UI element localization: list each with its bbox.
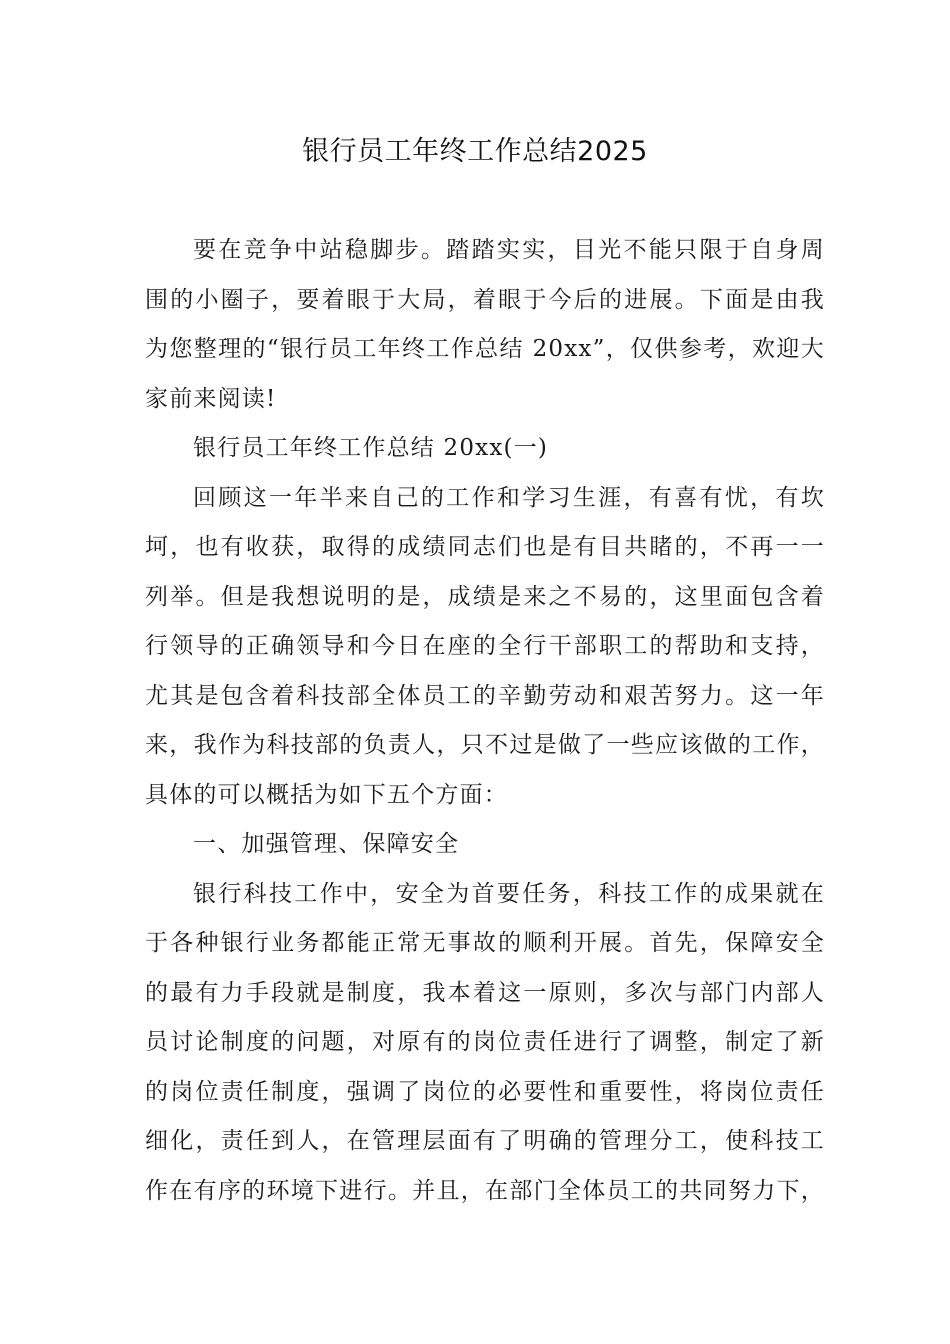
paragraph-line: 尤其是包含着科技部全体员工的辛勤劳动和艰苦努力。这一年 <box>145 682 825 709</box>
paragraph-line: 坷，也有收获，取得的成绩同志们也是有目共睹的，不再一一 <box>145 534 825 560</box>
paragraph-line: 回顾这一年半来自己的工作和学习生涯，有喜有忧，有坎 <box>193 484 825 511</box>
paragraph-line: 列举。但是我想说明的是，成绩是来之不易的，这里面包含着 <box>145 583 825 610</box>
paragraph-line: 行领导的正确领导和今日在座的全行干部职工的帮助和支持， <box>145 633 825 659</box>
paragraph-line: 家前来阅读! <box>145 385 277 412</box>
paragraph-line: 细化，责任到人，在管理层面有了明确的管理分工，使科技工 <box>145 1128 825 1154</box>
paragraph-line: 来，我作为科技部的负责人，只不过是做了一些应该做的工作， <box>145 732 825 758</box>
paragraph-line: 具体的可以概括为如下五个方面： <box>145 781 508 808</box>
paragraph-line: 围的小圈子，要着眼于大局，着眼于今后的进展。下面是由我 <box>145 286 825 313</box>
section-heading: 一、加强管理、保障安全 <box>193 831 460 857</box>
section-heading: 银行员工年终工作总结 20xx(一) <box>193 435 549 461</box>
paragraph-line: 的最有力手段就是制度，我本着这一原则，多次与部门内部人 <box>145 979 825 1006</box>
paragraph-line: 于各种银行业务都能正常无事故的顺利开展。首先，保障安全 <box>145 930 825 956</box>
document-title: 银行员工年终工作总结2025 <box>302 136 648 167</box>
paragraph-line: 为您整理的“银行员工年终工作总结 20xx”，仅供参考，欢迎大 <box>145 336 825 362</box>
paragraph-line: 员讨论制度的问题，对原有的岗位责任进行了调整，制定了新 <box>145 1029 825 1055</box>
paragraph-line: 的岗位责任制度，强调了岗位的必要性和重要性，将岗位责任 <box>145 1078 825 1105</box>
paragraph-line: 作在有序的环境下进行。并且，在部门全体员工的共同努力下， <box>145 1177 825 1204</box>
paragraph-line: 要在竞争中站稳脚步。踏踏实实，目光不能只限于自身周 <box>193 237 825 263</box>
paragraph-line: 银行科技工作中，安全为首要任务，科技工作的成果就在 <box>193 880 825 907</box>
document-body <box>145 226 825 1216</box>
